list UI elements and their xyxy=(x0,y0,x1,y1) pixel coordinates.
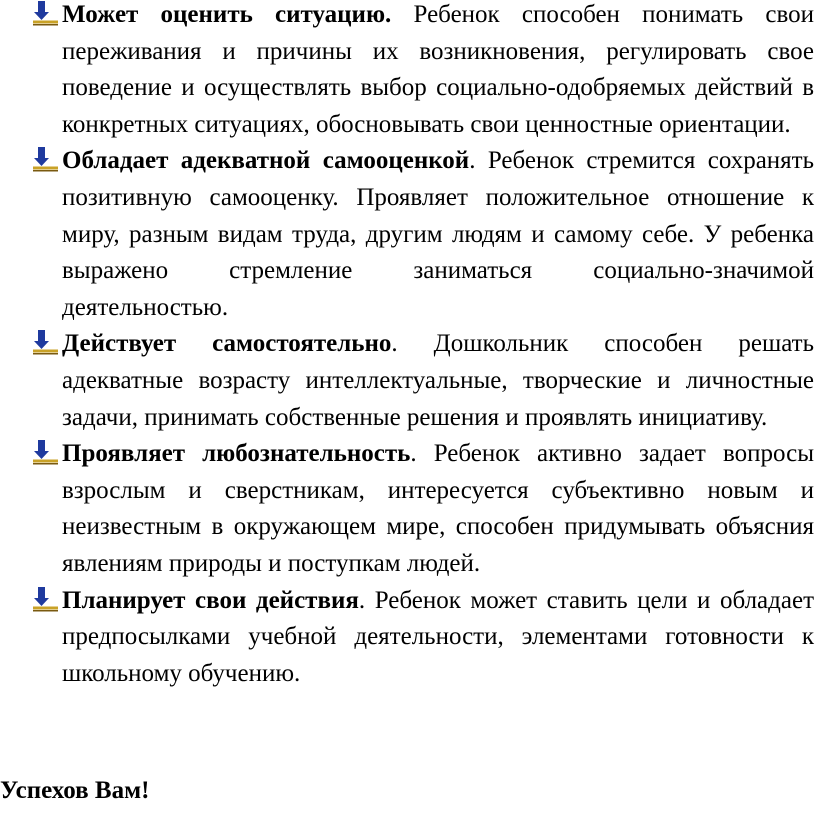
item-lead: Обладает адекватной самооценкой xyxy=(62,147,470,175)
list-item xyxy=(0,436,816,582)
list-item xyxy=(0,143,816,326)
down-arrow-icon xyxy=(30,586,60,612)
item-text: . Ребенок активно задает вопросы взрослым и сверстникам, интересуется субъективно новым и неизвестным в окружающем мире, способен придумывать объясния явлениям природы и поступкам людей. xyxy=(62,440,815,577)
item-text: . Ребенок может ставить цели и обладает предпосылками учебной деятельности, элементами готовности к школьному обучению. xyxy=(62,586,814,687)
down-arrow-icon xyxy=(30,439,60,465)
down-arrow-icon xyxy=(30,329,60,355)
item-lead: Действует самостоятельно xyxy=(62,330,392,358)
item-lead: Может оценить ситуацию. xyxy=(62,1,392,28)
closing-line: Успехов Вам! xyxy=(0,777,150,804)
item-text: . Дошкольник способен решать адекватные возрасту интеллектуальные, творческие и личностные задачи, принимать собственные решения и проявлять инициативу. xyxy=(62,330,814,431)
list-item xyxy=(0,583,816,693)
down-arrow-icon xyxy=(30,146,60,172)
list-item xyxy=(0,326,816,436)
down-arrow-icon xyxy=(30,0,60,26)
item-lead: Планирует свои действия xyxy=(62,586,359,614)
item-text: Ребенок способен понимать свои переживания и причины их возникновения, регулировать свое поведение и осуществлять выбор социально-одобряемых действий в конкретных ситуациях, обосновывать свои ценностные ориентации. xyxy=(62,1,814,138)
item-text: . Ребенок стремится сохранять позитивную самооценку. Проявляет положительное отношение к миру, разным видам труда, другим людям и самому себе. У ребенка выражено стремление заниматься социально-значимой деятельностью. xyxy=(62,147,814,321)
list-item xyxy=(0,0,816,143)
item-lead: Проявляет любознательность xyxy=(62,440,411,468)
